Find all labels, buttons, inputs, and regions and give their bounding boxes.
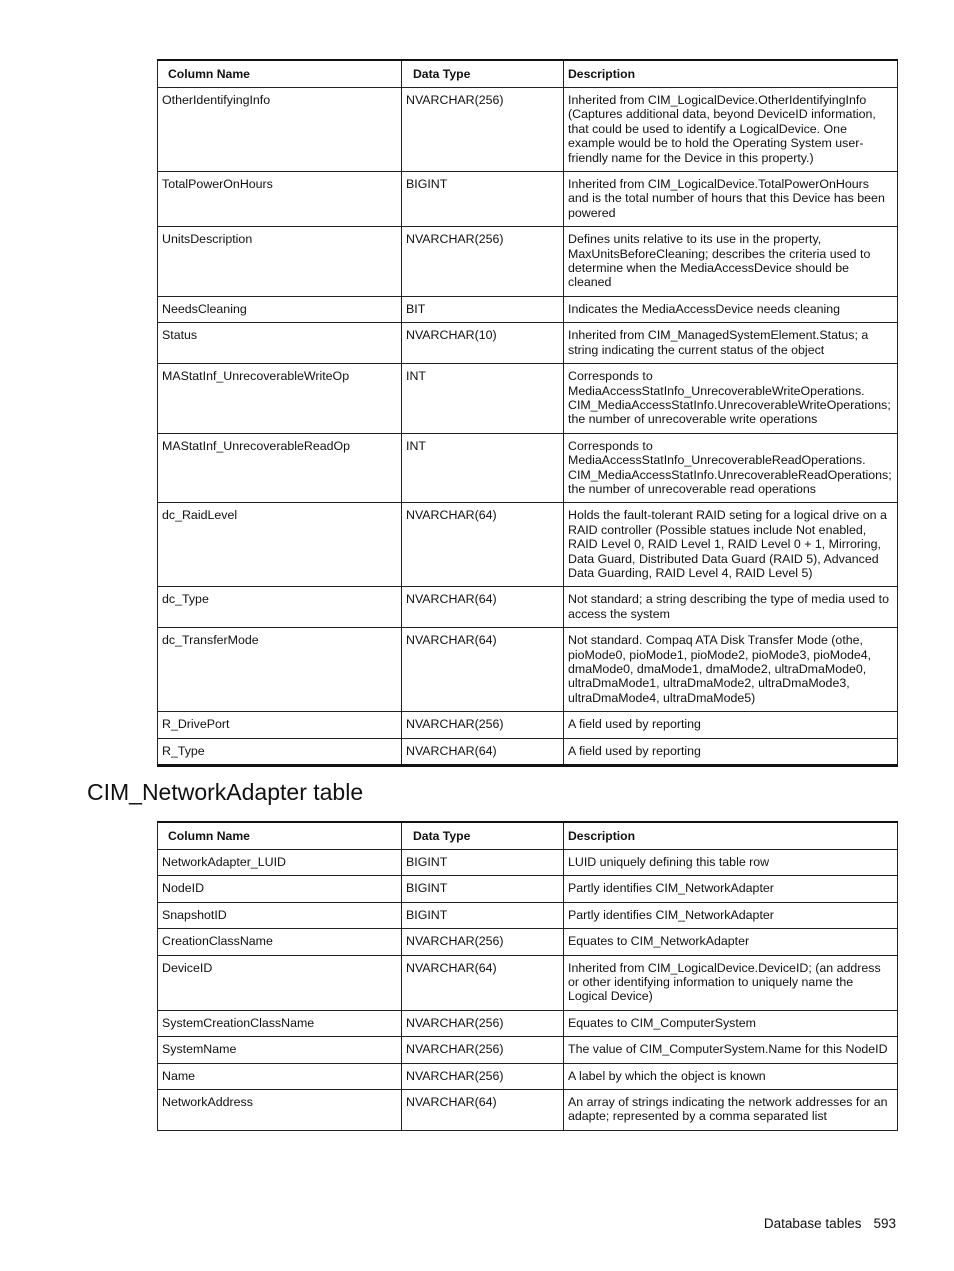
description-cell: LUID uniquely defining this table row — [564, 850, 898, 876]
column-name-cell: OtherIdentifyingInfo — [158, 88, 402, 172]
page-footer — [764, 1216, 896, 1232]
data-type-cell: BIGINT — [402, 902, 564, 928]
column-name-cell: CreationClassName — [158, 929, 402, 955]
table-row — [158, 503, 898, 587]
table-row — [158, 712, 898, 738]
description-cell: Defines units relative to its use in the property, MaxUnitsBeforeCleaning; describes the criteria used to determine when the MediaAccessDevice should be cleaned — [564, 227, 898, 297]
data-type-cell: NVARCHAR(256) — [402, 1037, 564, 1063]
description-cell: Holds the fault-tolerant RAID seting for a logical drive on a RAID controller (Possible statues include Not enabled, RAID Level 0, RAID Level 1, RAID Level 0 + 1, Mirroring, Data Guard, Distributed Data Guard (RAID 5), Advanced Data Guarding, RAID Level 4, RAID Level 5) — [564, 503, 898, 587]
column-name-cell: SystemCreationClassName — [158, 1010, 402, 1036]
description-cell: Inherited from CIM_ManagedSystemElement.Status; a string indicating the current status of the object — [564, 323, 898, 364]
data-type-cell: NVARCHAR(256) — [402, 712, 564, 738]
data-type-cell: BIGINT — [402, 850, 564, 876]
cim-network-adapter-table — [157, 821, 898, 1131]
table-row — [158, 902, 898, 928]
description-cell: Inherited from CIM_LogicalDevice.DeviceID; (an address or other identifying information to uniquely name the Logical Device) — [564, 955, 898, 1010]
column-name-cell: Status — [158, 323, 402, 364]
description-cell: A field used by reporting — [564, 738, 898, 765]
table-row — [158, 88, 898, 172]
data-type-cell: NVARCHAR(10) — [402, 323, 564, 364]
column-name-header: Column Name — [158, 822, 402, 850]
description-cell: Corresponds to MediaAccessStatInfo_UnrecoverableWriteOperations. CIM_MediaAccessStatInfo.UnrecoverableWriteOperations; the number of unrecoverable write operations — [564, 364, 898, 434]
data-type-cell: NVARCHAR(256) — [402, 88, 564, 172]
table-row — [158, 364, 898, 434]
data-type-cell: INT — [402, 433, 564, 503]
description-cell: A label by which the object is known — [564, 1063, 898, 1089]
column-name-cell: dc_Type — [158, 587, 402, 628]
cim-media-access-device-table — [157, 59, 898, 767]
column-name-cell: NeedsCleaning — [158, 296, 402, 322]
table-row — [158, 587, 898, 628]
column-name-cell: NetworkAdapter_LUID — [158, 850, 402, 876]
table-row — [158, 738, 898, 765]
column-name-cell: UnitsDescription — [158, 227, 402, 297]
table-header-row — [158, 822, 898, 850]
data-type-cell: NVARCHAR(64) — [402, 587, 564, 628]
description-cell: Partly identifies CIM_NetworkAdapter — [564, 876, 898, 902]
data-type-cell: NVARCHAR(64) — [402, 503, 564, 587]
section-title: CIM_NetworkAdapter table — [87, 779, 364, 805]
description-cell: An array of strings indicating the network addresses for an adapte; represented by a comma separated list — [564, 1090, 898, 1131]
description-cell: Equates to CIM_NetworkAdapter — [564, 929, 898, 955]
column-name-cell: R_DrivePort — [158, 712, 402, 738]
footer-section-label: Database tables — [763, 1216, 862, 1231]
description-cell: Inherited from CIM_LogicalDevice.OtherIdentifyingInfo (Captures additional data, beyond DeviceID information, that could be used to identify a LogicalDevice. One example would be to hold the Operating System user-friendly name for the Device in this property.) — [564, 88, 898, 172]
data-type-cell: NVARCHAR(64) — [402, 628, 564, 712]
table-body — [158, 850, 898, 1131]
column-name-cell: NetworkAddress — [158, 1090, 402, 1131]
description-cell: Not standard; a string describing the type of media used to access the system — [564, 587, 898, 628]
description-cell: Inherited from CIM_LogicalDevice.TotalPowerOnHours and is the total number of hours that this Device has been powered — [564, 172, 898, 227]
table-row — [158, 1090, 898, 1131]
description-cell: Indicates the MediaAccessDevice needs cleaning — [564, 296, 898, 322]
column-name-cell: dc_RaidLevel — [158, 503, 402, 587]
table-row — [158, 1063, 898, 1089]
data-type-cell: NVARCHAR(64) — [402, 738, 564, 765]
column-name-cell: Name — [158, 1063, 402, 1089]
column-name-cell: SnapshotID — [158, 902, 402, 928]
description-cell: A field used by reporting — [564, 712, 898, 738]
description-cell: Not standard. Compaq ATA Disk Transfer Mode (othe, pioMode0, pioMode1, pioMode2, pioMode3, pioMode4, dmaMode0, dmaMode1, dmaMode2, ultraDmaMode0, ultraDmaMode1, ultraDmaMode2, ultraDmaMode3, ultraDmaMode4, ultraDmaMode5) — [564, 628, 898, 712]
column-name-cell: MAStatInf_UnrecoverableWriteOp — [158, 364, 402, 434]
column-name-cell: R_Type — [158, 738, 402, 765]
data-type-cell: NVARCHAR(256) — [402, 1063, 564, 1089]
table-row — [158, 850, 898, 876]
column-name-cell: TotalPowerOnHours — [158, 172, 402, 227]
table-row — [158, 433, 898, 503]
table-row — [158, 296, 898, 322]
table-row — [158, 876, 898, 902]
column-name-cell: NodeID — [158, 876, 402, 902]
data-type-cell: NVARCHAR(256) — [402, 227, 564, 297]
description-cell: Equates to CIM_ComputerSystem — [564, 1010, 898, 1036]
column-name-cell: MAStatInf_UnrecoverableReadOp — [158, 433, 402, 503]
description-header: Description — [564, 60, 898, 88]
column-name-cell: SystemName — [158, 1037, 402, 1063]
table-row — [158, 1037, 898, 1063]
table-row — [158, 1010, 898, 1036]
data-type-cell: BIT — [402, 296, 564, 322]
data-type-cell: NVARCHAR(256) — [402, 929, 564, 955]
column-name-cell: dc_TransferMode — [158, 628, 402, 712]
table-row — [158, 955, 898, 1010]
data-type-cell: NVARCHAR(64) — [402, 1090, 564, 1131]
page-number: 593 — [873, 1216, 896, 1231]
data-type-cell: NVARCHAR(64) — [402, 955, 564, 1010]
table-row — [158, 172, 898, 227]
description-cell: Corresponds to MediaAccessStatInfo_UnrecoverableReadOperations. CIM_MediaAccessStatInfo.UnrecoverableReadOperations; the number of unrecoverable read operations — [564, 433, 898, 503]
table-header-row — [158, 60, 898, 88]
description-cell: Partly identifies CIM_NetworkAdapter — [564, 902, 898, 928]
description-header: Description — [564, 822, 898, 850]
table-body — [158, 88, 898, 766]
table-row — [158, 929, 898, 955]
data-type-header: Data Type — [402, 60, 564, 88]
data-type-cell: BIGINT — [402, 172, 564, 227]
column-name-header: Column Name — [158, 60, 402, 88]
table-row — [158, 628, 898, 712]
column-name-cell: DeviceID — [158, 955, 402, 1010]
data-type-cell: INT — [402, 364, 564, 434]
table-row — [158, 323, 898, 364]
data-type-header: Data Type — [402, 822, 564, 850]
data-type-cell: NVARCHAR(256) — [402, 1010, 564, 1036]
table-row — [158, 227, 898, 297]
data-type-cell: BIGINT — [402, 876, 564, 902]
description-cell: The value of CIM_ComputerSystem.Name for this NodeID — [564, 1037, 898, 1063]
